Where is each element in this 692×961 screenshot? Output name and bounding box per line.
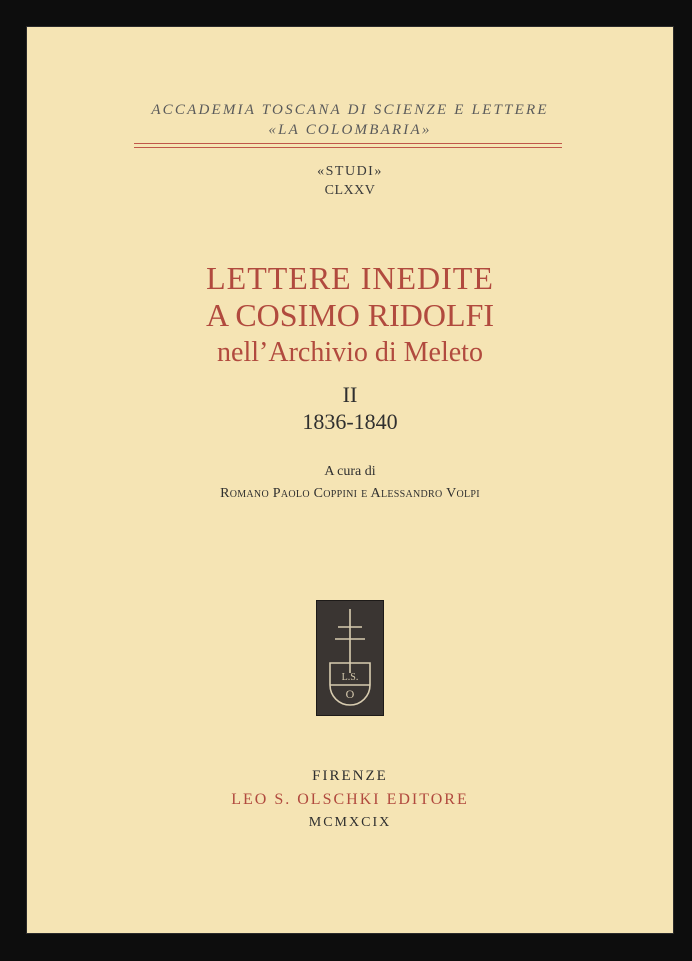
editor-label: A cura di <box>324 464 376 479</box>
book-cover <box>27 27 673 933</box>
divider-line-bottom <box>134 147 562 148</box>
academy-name: ACCADEMIA TOSCANA DI SCIENZE E LETTERE <box>151 102 549 118</box>
volume-years: 1836-1840 <box>302 409 398 434</box>
series-number: CLXXV <box>324 183 376 198</box>
editor-names: Romano Paolo Coppini e Alessandro Volpi <box>220 486 480 501</box>
imprint-city: FIRENZE <box>312 768 388 784</box>
svg-text:L.S.: L.S. <box>341 672 359 683</box>
series-name: «STUDI» <box>317 164 383 179</box>
academy-subtitle: «LA COLOMBARIA» <box>268 122 432 138</box>
olschki-publisher-emblem-icon <box>316 600 384 716</box>
book-title-line2: A COSIMO RIDOLFI <box>205 297 495 333</box>
svg-text:O: O <box>345 687 355 701</box>
imprint-year: MCMXCIX <box>308 815 392 830</box>
volume-number: II <box>342 382 358 407</box>
imprint-publisher: LEO S. OLSCHKI EDITORE <box>231 791 469 808</box>
divider-line-top <box>134 143 562 144</box>
book-subtitle: nell’Archivio di Meleto <box>217 337 483 368</box>
book-title-line1: LETTERE INEDITE <box>206 260 494 296</box>
